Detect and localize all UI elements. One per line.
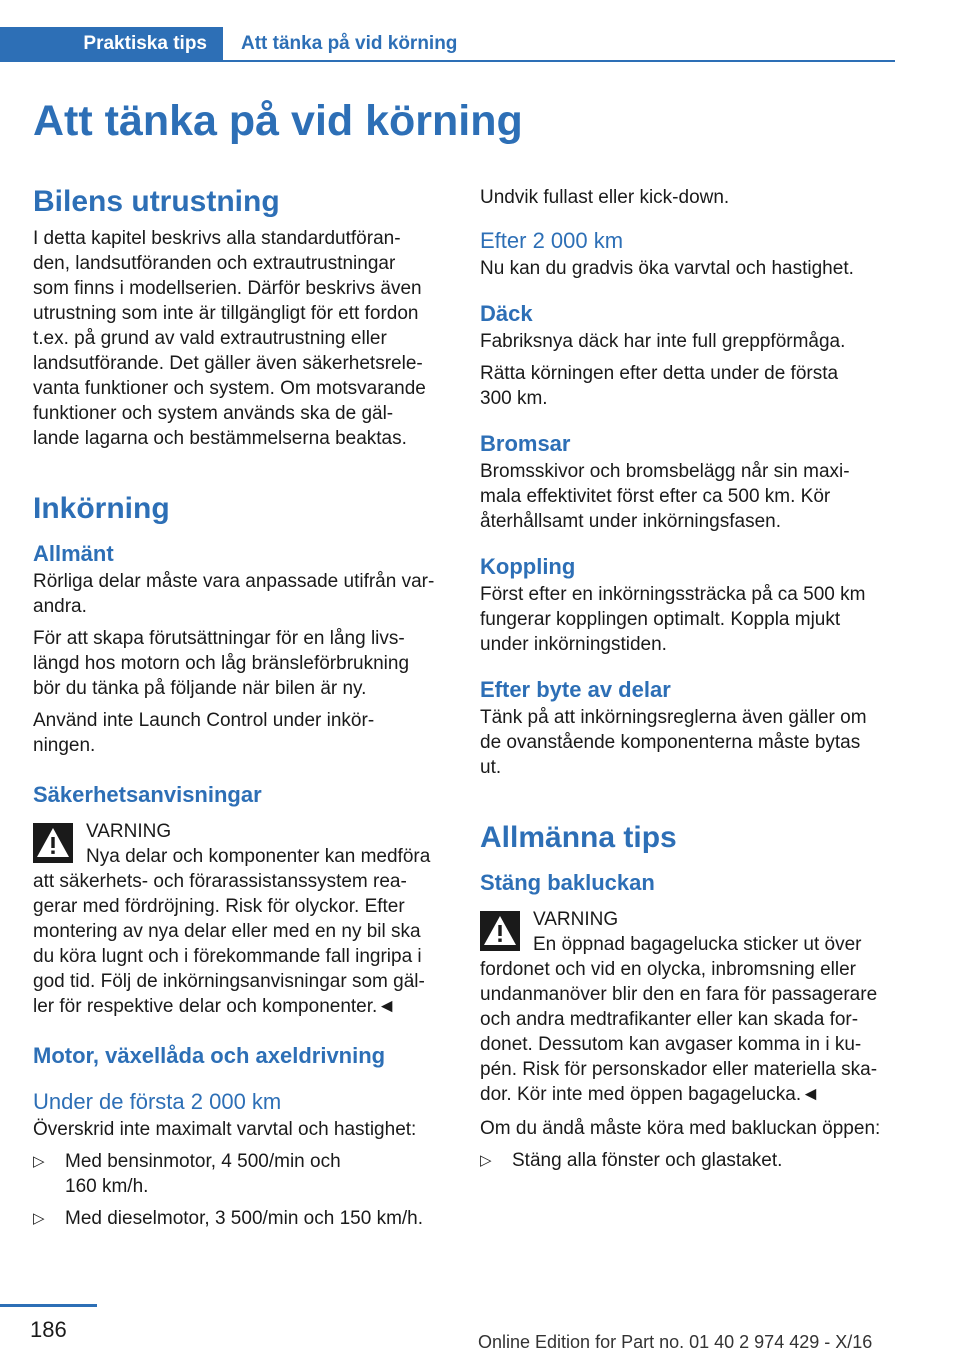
heading-bromsar: Bromsar xyxy=(480,431,571,456)
text-line: Tänk på att inkörningsreglerna även gäller om xyxy=(480,707,867,728)
warning-block xyxy=(480,907,895,1107)
heading-motor: Motor, växellåda och axeldrivning xyxy=(33,1043,386,1068)
warning-line: och andra medtrafikanter eller kan skada for- xyxy=(480,1009,859,1030)
warning-line: En öppnad bagagelucka sticker ut över xyxy=(533,934,862,955)
warning-line: montering av nya delar eller med en ny bil ska xyxy=(33,921,421,942)
text-line: under inkörningstiden. xyxy=(480,634,667,655)
warning-line: gerar med fördröjning. Risk för olyckor. Efter xyxy=(33,896,405,917)
footer-divider xyxy=(0,1304,97,1307)
warning-line: Nya delar och komponenter kan medföra xyxy=(86,846,431,867)
current-tab[interactable]: Att tänka på vid körning xyxy=(241,33,458,54)
text-line: vanta funktioner och system. Om motsvarande xyxy=(33,378,426,399)
text-line: ut. xyxy=(480,757,502,778)
heading-sakerhetsanvisningar: Säkerhetsanvisningar xyxy=(33,782,262,807)
text-line: bör du tänka på följande när bilen är ny. xyxy=(33,678,367,699)
heading-koppling: Koppling xyxy=(480,554,576,579)
page-title: Att tänka på vid körning xyxy=(33,97,523,145)
warning-line: donet. Dessutom kan avgaser komma in i ku- xyxy=(480,1034,862,1055)
text-line: I detta kapitel beskrivs alla standardutföran- xyxy=(33,228,401,249)
text-line: Rätta körningen efter detta under de första xyxy=(480,363,839,384)
list-item xyxy=(33,1206,448,1231)
warning-label: VARNING xyxy=(86,821,172,842)
text-line: som finns i modellserien. Därför beskrivs även xyxy=(33,278,422,299)
text-line: För att skapa förutsättningar för en lång livs- xyxy=(33,628,405,649)
heading-stang-bakluckan: Stäng bakluckan xyxy=(480,870,655,895)
right-column xyxy=(480,180,895,1173)
heading-dack: Däck xyxy=(480,301,533,326)
warning-line: fordonet och vid en olycka, inbromsning eller xyxy=(480,959,856,980)
heading-allmanna-tips: Allmänna tips xyxy=(480,821,677,854)
bullet-arrow-icon: ▷ xyxy=(480,1152,492,1169)
bullet-arrow-icon: ▷ xyxy=(33,1210,45,1227)
text-line: Först efter en inkörningssträcka på ca 500 km xyxy=(480,584,866,605)
section-tab[interactable]: Praktiska tips xyxy=(0,27,223,60)
warning-line: pén. Risk för personskador eller materiella ska- xyxy=(480,1059,878,1080)
text-line: Undvik fullast eller kick-down. xyxy=(480,187,730,208)
text-line: Rörliga delar måste vara anpassade utifrån var- xyxy=(33,571,435,592)
heading-efter-byte: Efter byte av delar xyxy=(480,677,671,702)
text-line: andra. xyxy=(33,596,87,617)
warning-line: god tid. Följ de inkörningsanvisningar som gäl- xyxy=(33,971,425,992)
text-line: den, landsutföranden och extrautrustningar xyxy=(33,253,396,274)
text-line: fungerar kopplingen optimalt. Koppla mjukt xyxy=(480,609,841,630)
heading-under-2000: Under de första 2 000 km xyxy=(33,1089,282,1114)
warning-label: VARNING xyxy=(533,909,619,930)
warning-triangle-icon xyxy=(33,823,73,863)
header-bar xyxy=(0,27,895,62)
list-item xyxy=(33,1149,448,1199)
text-line: längd hos motorn och låg bränsleförbrukning xyxy=(33,653,410,674)
text-line: Använd inte Launch Control under inkör- xyxy=(33,710,375,731)
text-line: Bromsskivor och bromsbelägg når sin maxi- xyxy=(480,461,850,482)
warning-line: du köra lugnt och i förekommande fall ingripa i xyxy=(33,946,422,967)
list-item xyxy=(480,1148,895,1173)
text-line: funktioner och system används ska de gäl- xyxy=(33,403,394,424)
warning-line: att säkerhets- och förarassistanssystem rea- xyxy=(33,871,407,892)
text-line: Nu kan du gradvis öka varvtal och hastighet. xyxy=(480,258,854,279)
warning-triangle-icon xyxy=(480,911,520,951)
warning-block xyxy=(33,819,448,1019)
text-line: t.ex. på grund av vald extrautrustning eller xyxy=(33,328,387,349)
warning-line: undanmanöver blir den en fara för passagerare xyxy=(480,984,878,1005)
text-line: Om du ändå måste köra med bakluckan öppen: xyxy=(480,1118,881,1139)
page-number: 186 xyxy=(30,1317,67,1342)
warning-line: ler för respektive delar och komponenter.◄ xyxy=(33,996,397,1017)
text-line: Med dieselmotor, 3 500/min och 150 km/h. xyxy=(65,1208,424,1229)
text-line: Fabriksnya däck har inte full greppförmåga. xyxy=(480,331,846,352)
heading-bilens-utrustning: Bilens utrustning xyxy=(33,185,280,218)
text-line: mala effektivitet först efter ca 500 km. Kör xyxy=(480,486,831,507)
left-column xyxy=(33,180,448,1231)
heading-inkorning: Inkörning xyxy=(33,492,170,525)
text-line: lande lagarna och bestämmelserna beaktas. xyxy=(33,428,407,449)
text-line: återhållsamt under inkörningsfasen. xyxy=(480,511,782,532)
edition-note: Online Edition for Part no. 01 40 2 974 429 - X/16 xyxy=(478,1332,873,1352)
bilens-paragraph xyxy=(33,226,448,451)
heading-allmant: Allmänt xyxy=(33,541,114,566)
text-line: landsutförande. Det gäller även säkerhetsrele- xyxy=(33,353,423,374)
text-line: Överskrid inte maximalt varvtal och hastighet: xyxy=(33,1119,417,1140)
text-line: de ovanstående komponenterna måste bytas xyxy=(480,732,861,753)
text-line: Stäng alla fönster och glastaket. xyxy=(512,1150,783,1171)
bullet-arrow-icon: ▷ xyxy=(33,1153,45,1170)
text-line: 300 km. xyxy=(480,388,548,409)
heading-efter-2000: Efter 2 000 km xyxy=(480,228,624,253)
text-line: ningen. xyxy=(33,735,96,756)
text-line: 160 km/h. xyxy=(65,1176,149,1197)
text-line: utrustning som inte är tillgängligt för ett fordon xyxy=(33,303,419,324)
warning-line: dor. Kör inte med öppen bagagelucka.◄ xyxy=(480,1084,820,1105)
text-line: Med bensinmotor, 4 500/min och xyxy=(65,1151,341,1172)
